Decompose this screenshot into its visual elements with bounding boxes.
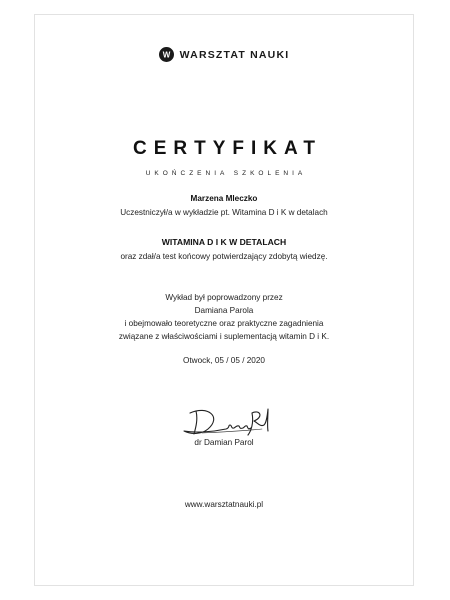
w-letter-icon	[161, 49, 172, 60]
lecture-line-1: Wykład był poprowadzony przez	[165, 293, 283, 302]
signatory-name: dr Damian Parol	[194, 438, 254, 447]
handwritten-signature-icon	[182, 401, 272, 439]
participant-name: Marzena Mleczko	[190, 194, 258, 203]
certificate-title: CERTYFIKAT	[133, 138, 322, 159]
lecture-line-4: związane z właściwościami i suplementacją witamin D i K.	[118, 332, 330, 341]
course-title: WITAMINA D I K W DETALACH	[161, 237, 287, 247]
certificate-subtitle: UKOŃCZENIA SZKOLENIA	[145, 170, 307, 177]
svg-text:W: W	[162, 50, 170, 60]
test-text: oraz zdał/a test końcowy potwierdzający zdobytą wiedzę.	[120, 252, 328, 261]
participation-text: Uczestniczył/a w wykładzie pt. Witamina D i K w detalach	[120, 208, 328, 217]
brand-name: WARSZTAT NAUKI	[179, 48, 290, 61]
lecture-line-3: i obejmowało teoretyczne oraz praktyczne zagadnienia	[124, 319, 324, 328]
certificate-page	[34, 14, 414, 586]
lecturer-name: Damiana Parola	[194, 306, 254, 315]
website-link[interactable]: www.warsztatnauki.pl	[184, 500, 264, 509]
brand-header	[35, 47, 413, 62]
place-date: Otwock, 05 / 05 / 2020	[183, 356, 265, 365]
brand-logo-icon	[159, 47, 174, 62]
